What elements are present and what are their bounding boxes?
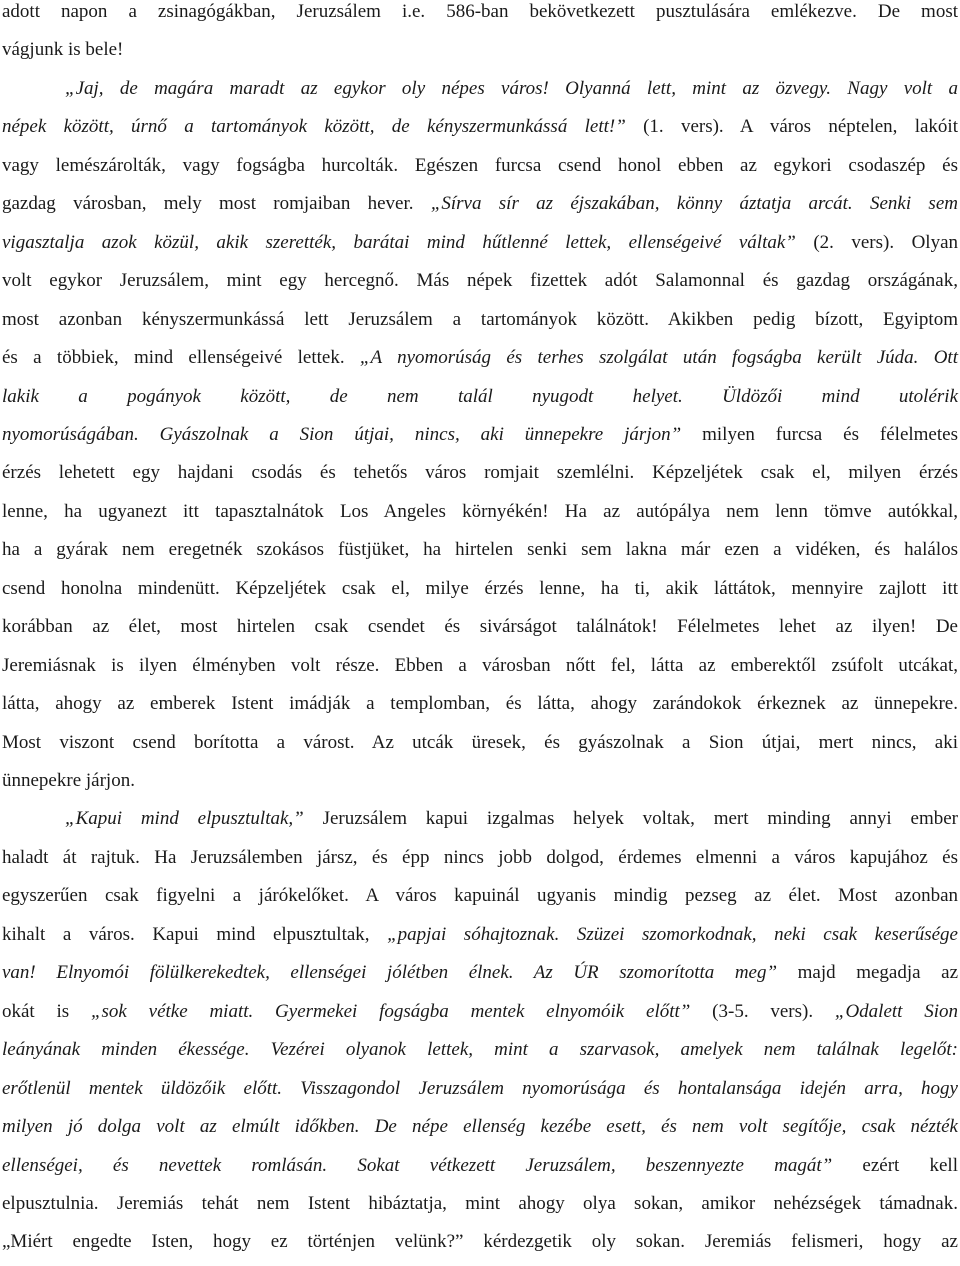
- text-segment: Jeruzsálem kapui izgalmas helyek voltak, mert minding annyi ember: [303, 808, 958, 830]
- italic-quote-segment: vigasztalja azok közül, akik szerették, barátai mind hűtlenné lettek, ellenségeivé váltak”: [2, 231, 796, 253]
- text-line: [2, 1, 958, 23]
- text-line: [2, 924, 958, 946]
- text-segment: érzés lehetett egy hajdani csodás és tehetős város romjait szemlélni. Képzeljétek csak el, milyen érzés: [2, 462, 958, 484]
- italic-quote-segment: „Kapui mind elpusztultak,”: [65, 808, 304, 830]
- text-line: [2, 962, 958, 984]
- italic-quote-segment: „Sírva sír az éjszakában, könny áztatja arcát. Senki sem: [430, 193, 958, 215]
- text-line: [2, 347, 958, 369]
- text-line: [2, 616, 958, 638]
- text-line: [2, 193, 958, 215]
- italic-quote-segment: „papjai sóhajtoznak. Szüzei szomorkodnak, neki csak keserűsége: [387, 923, 958, 945]
- text-line: [2, 770, 958, 792]
- italic-quote-segment: erőtlenül mentek üldözőik előtt. Visszagondol Jeruzsálem nyomorúsága és hontalansága idején arra, hogy: [2, 1077, 958, 1099]
- text-line: [2, 39, 958, 61]
- text-line: [2, 1231, 958, 1253]
- italic-quote-segment: milyen jó dolga volt az elmúlt időkben. De népe ellenség kezébe esett, és nem volt segítője, csak nézték: [2, 1116, 958, 1138]
- text-segment: ezért kell: [832, 1154, 958, 1176]
- text-segment: látta, ahogy az emberek Istent imádják a templomban, és látta, ahogy zarándokok érkeznek az ünnepekre.: [2, 693, 958, 715]
- text-segment: (2. vers). Olyan: [795, 231, 958, 253]
- text-line: [2, 462, 958, 484]
- text-line: [2, 1116, 958, 1138]
- text-line: [2, 386, 958, 408]
- text-line: [2, 424, 958, 446]
- text-line: [2, 1039, 958, 1061]
- text-segment: milyen furcsa és félelmetes: [681, 423, 958, 445]
- text-line: [2, 655, 958, 677]
- text-segment: és a többiek, mind ellenségeivé lettek.: [2, 347, 360, 369]
- text-line: [2, 116, 958, 138]
- text-segment: kihalt a város. Kapui mind elpusztultak,: [2, 923, 388, 945]
- text-line: [65, 78, 958, 100]
- italic-quote-segment: „sok vétke miatt. Gyermekei fogságba mentek elnyomóik előtt”: [90, 1000, 691, 1022]
- text-line: [2, 578, 958, 600]
- text-segment: egyszerűen csak figyelni a járókelőket. A város kapuinál ugyanis mindig pezseg az élet. Most azonban: [2, 885, 958, 907]
- text-line: [2, 847, 958, 869]
- text-segment: lenne, ha ugyanezt itt tapasztalnátok Los Angeles környékén! Ha az autópálya nem lenn tömve autókkal,: [2, 500, 958, 522]
- text-segment: Most viszont csend borította a várost. Az utcák üresek, és gyászolnak a Sion útjai, mert nincs, aki: [2, 731, 958, 753]
- text-segment: volt egykor Jeruzsálem, mint egy hercegnő. Más népek fizettek adót Salamonnal és gazdag országának,: [2, 270, 958, 292]
- text-line: [2, 1155, 958, 1177]
- italic-quote-segment: népek között, úrnő a tartományok között, de kényszermunkássá lett!”: [2, 116, 626, 138]
- text-line: [2, 732, 958, 754]
- text-line: [2, 693, 958, 715]
- text-segment: okát is: [2, 1000, 91, 1022]
- text-segment: Jeremiásnak is ilyen élményben volt része. Ebben a városban nőtt fel, látta az emberektől zsúfolt utcákat,: [2, 654, 958, 676]
- text-segment: haladt át rajtuk. Ha Jeruzsálemben jársz, és épp nincs jobb dolgod, érdemes elmenni a város kapujához és: [2, 846, 958, 868]
- italic-quote-segment: „A nyomorúság és terhes szolgálat után fogságba került Júda. Ott: [359, 347, 958, 369]
- text-segment: ünnepekre járjon.: [2, 770, 135, 791]
- text-segment: vagy lemészárolták, vagy fogságba hurcolták. Egészen furcsa csend honol ebben az egykori csodaszép és: [2, 154, 958, 176]
- text-segment: elpusztulnia. Jeremiás tehát nem Istent hibáztatja, mint ahogy olya sokan, amikor nehézségek támadnak.: [2, 1192, 958, 1214]
- text-segment: most azonban kényszermunkássá lett Jeruzsálem a tartományok között. Akikben pedig bízott, Egyiptom: [2, 308, 958, 330]
- text-line: [65, 808, 958, 830]
- italic-quote-segment: „Jaj, de magára maradt az egykor oly népes város! Olyanná lett, mint az özvegy. Nagy volt a: [65, 77, 958, 99]
- text-segment: kérdezgetik oly sokan. Jeremiás felismeri, hogy az: [463, 1231, 958, 1253]
- italic-quote-segment: lakik a pogányok között, de nem talál nyugodt helyet. Üldözői mind utolérik: [2, 385, 958, 407]
- text-segment: (1. vers). A város néptelen, lakóit: [625, 116, 958, 138]
- text-segment: (3-5. vers).: [690, 1000, 835, 1022]
- italic-quote-segment: leányának minden ékessége. Vezérei olyanok lettek, mint a szarvasok, amelyek nem találnak legelőt:: [2, 1039, 958, 1061]
- text-line: [2, 270, 958, 292]
- text-segment: korábban az élet, most hirtelen csak csendet és sivárságot találnátok! Félelmetes lehet az ilyen! De: [2, 616, 958, 638]
- text-segment: majd megadja az: [777, 962, 958, 984]
- text-line: [2, 309, 958, 331]
- text-segment: ha a gyárak nem eregetnék szokásos füstjüket, ha hirtelen senki sem lakna már ezen a vidéken, és halálos: [2, 539, 958, 561]
- text-segment: vágjunk is bele!: [2, 39, 124, 61]
- italic-quote-segment: nyomorúságában. Gyászolnak a Sion útjai, nincs, aki ünnepekre járjon”: [2, 423, 682, 445]
- text-line: [2, 1078, 958, 1100]
- text-line: [2, 501, 958, 523]
- text-segment: csend honolna mindenütt. Képzeljétek csak el, milye érzés lenne, ha ti, akik láttátok, mennyire zajlott itt: [2, 577, 958, 599]
- text-segment: „Miért engedte Isten, hogy ez történjen velünk?”: [2, 1231, 464, 1253]
- text-line: [2, 1193, 958, 1215]
- text-segment: adott napon a zsinagógákban, Jeruzsálem i.e. 586-ban bekövetkezett pusztulására emlékezve. De most: [2, 1, 958, 22]
- text-line: [2, 232, 958, 254]
- italic-quote-segment: van! Elnyomói fölülkerekedtek, ellenségei jólétben élnek. Az ÚR szomorította meg”: [2, 962, 778, 984]
- text-line: [2, 1001, 958, 1023]
- text-line: [2, 155, 958, 177]
- text-line: [2, 539, 958, 561]
- text-line: [2, 885, 958, 907]
- italic-quote-segment: ellenségei, és nevettek romlásán. Sokat vétkezett Jeruzsálem, beszennyezte magát”: [2, 1154, 833, 1176]
- italic-quote-segment: „Odalett Sion: [834, 1000, 958, 1022]
- text-segment: gazdag városban, mely most romjaiban hever.: [2, 193, 431, 215]
